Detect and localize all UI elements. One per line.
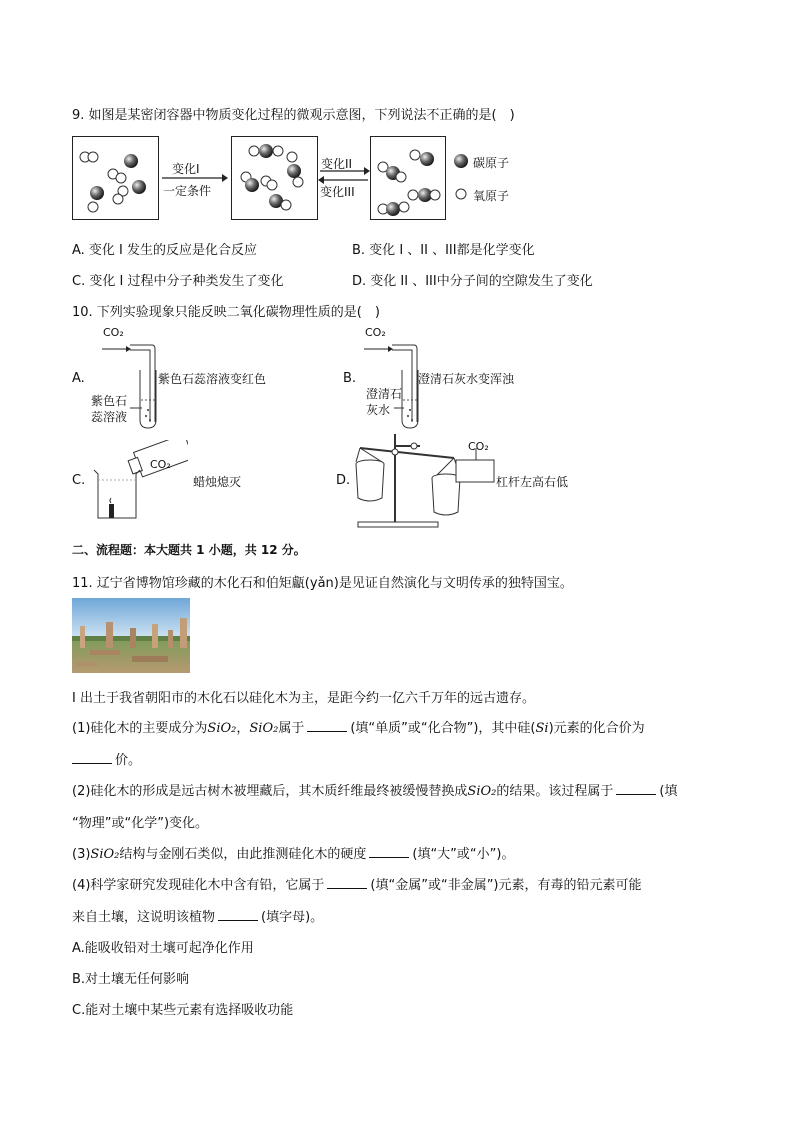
q10-b-gas: CO₂: [365, 326, 386, 339]
q10-a-liquid-2: 蕊溶液: [91, 410, 128, 424]
answer-blank[interactable]: [218, 909, 258, 921]
q11-option-a: A.能吸收铅对土壤可起净化作用: [72, 941, 254, 956]
sio2-formula: SiO₂: [467, 784, 497, 799]
q9-arrow1-bottom: 一定条件: [163, 184, 212, 198]
section2-title: 二、流程题：本大题共 1 小题，共 12 分。: [72, 543, 306, 557]
q9-option-d: D. 变化 II 、III中分子间的空隙发生了变化: [352, 274, 593, 289]
q9-legend-symbols: [452, 152, 470, 202]
q9-option-b: B. 变化 I 、II 、III都是化学变化: [352, 243, 535, 258]
q10-stem: 10. 下列实验现象只能反映二氧化碳物理性质的是( ): [72, 305, 380, 320]
q11-sub4-line1: [72, 874, 642, 893]
answer-blank[interactable]: [327, 877, 367, 889]
q9-arrow2-top: 变化II: [321, 157, 353, 171]
si-symbol: Si: [535, 721, 549, 736]
q11-s2-text-b: 的结果。该过程属于: [496, 784, 614, 799]
oxygen-atom-icon: [456, 189, 466, 199]
q10-b-liquid-2: 灰水: [366, 403, 391, 417]
q10-c-gas: CO₂: [150, 458, 171, 471]
q9-molecules-middle: [232, 137, 317, 219]
q11-sub4-line2: [72, 906, 323, 925]
q11-sub1-line1: [72, 717, 645, 736]
q9-box-middle: [231, 136, 318, 220]
q10-a-gas: CO₂: [103, 326, 124, 339]
q10-a-result: 紫色石蕊溶液变红色: [158, 372, 267, 386]
q11-stem: 11. 辽宁省博物馆珍藏的木化石和伯矩甗(yǎn)是见证自然演化与文明传承的独特国宝。: [72, 576, 573, 591]
q11-s1-text-b: ，: [236, 721, 250, 736]
q11-s1-text-f: 价。: [115, 753, 142, 768]
q10-c-beaker-candle: [88, 440, 188, 522]
q9-arrow1-top: 变化I: [172, 162, 200, 176]
q9-option-a: A. 变化 I 发生的反应是化合反应: [72, 243, 258, 258]
q11-s1-text-d: (填“单质”或“化合物”)，其中硅(: [350, 721, 536, 736]
q10-d-result: 杠杆左高右低: [496, 475, 569, 489]
carbon-atom-icon: [454, 154, 468, 168]
q11-s1-text-e: )元素的化合价为: [548, 721, 645, 736]
q11-sub1-line2: [72, 749, 141, 768]
q9-stem: 9. 如图是某密闭容器中物质变化过程的微观示意图，下列说法不正确的是( ): [72, 108, 515, 123]
q11-option-c: C.能对土壤中某些元素有选择吸收功能: [72, 1003, 294, 1018]
q10-b-result: 澄清石灰水变浑浊: [418, 372, 515, 386]
q9-legend-carbon: 碳原子: [473, 156, 510, 170]
q10-b-letter: B.: [343, 371, 357, 386]
q10-c-result: 蜡烛熄灭: [193, 475, 242, 489]
sio2-formula: SiO₂: [249, 721, 279, 736]
q11-s4-text-b: (填“金属”或“非金属”)元素，有毒的铅元素可能: [370, 878, 642, 893]
q11-sub2-line1: [72, 780, 677, 799]
sio2-formula: SiO₂: [207, 721, 237, 736]
q11-option-b: B.对土壤无任何影响: [72, 972, 190, 987]
q11-s4-text-d: (填字母)。: [261, 910, 324, 925]
q11-s2-text-a: (2)硅化木的形成是远古树木被埋藏后，其木质纤维最终被缓慢替换成: [72, 784, 468, 799]
q10-d-gas: CO₂: [468, 440, 489, 453]
q9-molecules-before: [73, 137, 158, 219]
q11-s1-text-a: (1)硅化木的主要成分为: [72, 721, 208, 736]
q9-box-after: [370, 136, 446, 220]
q9-option-c: C. 变化 I 过程中分子种类发生了变化: [72, 274, 284, 289]
q10-a-letter: A.: [72, 371, 85, 386]
q11-s4-text-c: 来自土壤，这说明该植物: [72, 910, 216, 925]
q11-sub3: [72, 843, 514, 862]
q11-s1-text-c: 属于: [278, 721, 305, 736]
q11-s4-text-a: (4)科学家研究发现硅化木中含有铅，它属于: [72, 878, 325, 893]
q10-a-liquid-1: 紫色石: [91, 394, 128, 408]
q10-b-liquid-1: 澄清石: [366, 387, 403, 401]
sio2-formula: SiO₂: [90, 847, 120, 862]
petrified-wood-photo: [72, 598, 190, 673]
q11-s3-text-b: 结构与金刚石类似，由此推测硅化木的硬度: [119, 847, 367, 862]
answer-blank[interactable]: [616, 783, 656, 795]
q10-c-letter: C.: [72, 473, 86, 488]
q11-s3-text-a: (3): [72, 847, 91, 862]
q9-molecules-after: [371, 137, 445, 219]
q11-part1: I 出土于我省朝阳市的木化石以硅化木为主，是距今约一亿六千万年的远古遗存。: [72, 691, 535, 706]
q11-s3-text-c: (填“大”或“小”)。: [412, 847, 515, 862]
q11-sub2-line2: “物理”或“化学”)变化。: [72, 816, 209, 831]
q11-s2-text-c: (填: [659, 784, 678, 799]
q9-box-before: [72, 136, 159, 220]
answer-blank[interactable]: [307, 720, 347, 732]
answer-blank[interactable]: [72, 752, 112, 764]
q9-arrow2-bottom: 变化III: [320, 185, 355, 199]
q9-legend-oxygen: 氧原子: [473, 189, 510, 203]
q10-d-letter: D.: [336, 473, 351, 488]
answer-blank[interactable]: [369, 846, 409, 858]
